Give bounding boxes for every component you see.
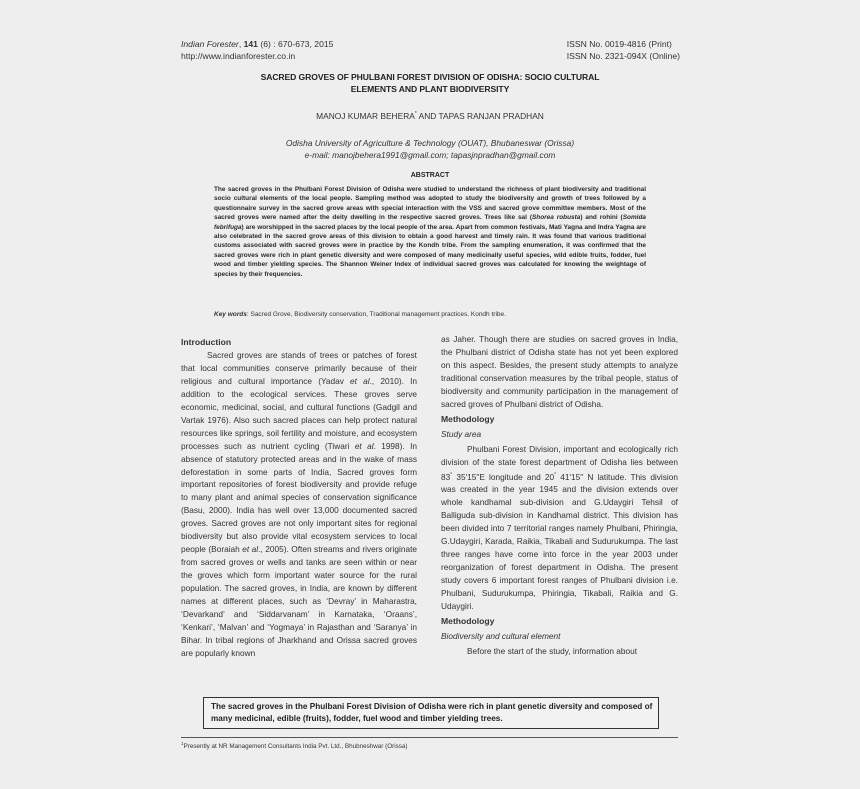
intro-paragraph	[181, 349, 417, 660]
journal-name: Indian Forester	[181, 39, 239, 49]
right-column	[441, 333, 678, 658]
footnote	[181, 741, 408, 750]
degree-sign: °	[554, 471, 557, 478]
study-area-heading: Study area	[441, 428, 482, 439]
journal-volume: 141	[243, 39, 258, 49]
intro-part: . 1998). In absence of statutory protected areas and in the wake of mass deforestation in some parts of India, Sacred groves form important repositories of forest biodiversity and provide refuge to many plant and animal species of conservation significance (Basu, 2000). India has well over 13,000 documented sacred groves. Sacred groves are not only important sites for regional biodiversity but also provide vital ecosystem services to local people (Boraiah	[181, 440, 417, 555]
abstract-part: The sacred groves in the Phulbani Forest Division of Odisha were studied to understand the richness of plant biodiversity and traditional socio cultural elements of the local people. Sampling method was adopted to study the biodiversity and growth of trees followed by a questionnaire survey in the sacred grove areas with special interaction with the VSS and sacred grove committee members. Most of the sacred groves were named after the deity dwelling in the respective sacred groves. Trees like sal (	[214, 186, 646, 222]
abstract-text	[214, 185, 646, 279]
biodiversity-heading: Biodiversity and cultural element	[441, 630, 561, 641]
author-1: MANOJ KUMAR BEHERA	[316, 111, 415, 121]
issn-block	[567, 38, 680, 62]
highlight-text: The sacred groves in the Phulbani Forest Division of Odisha were rich in plant genetic diversity and composed of many medicinal, edible (fruits), fodder, fuel wood and timber yielding trees.	[211, 702, 653, 723]
study-part: 35'15"E longitude and 20	[452, 471, 555, 482]
keywords-list: : Sacred Grove, Biodiversity conservation, Traditional management practices, Kondh tribe.	[246, 311, 506, 318]
title-line-1: SACRED GROVES OF PHULBANI FOREST DIVISION OF ODISHA: SOCIO CULTURAL	[260, 72, 600, 82]
keywords	[214, 311, 646, 318]
intro-part: ., 2005). Often streams and rivers originate from sacred groves or wells and tanks are seen within or near the groves which form important water source for the rural population. The sacred groves, in India, are known by different names at different places, such as ‘Devray’ in Maharastra, ‘Devarkand’ and ‘Siddarvanam’ in Karnataka, ‘Oraans’, ‘Kenkari’, ‘Malvan’ and ‘Yogmaya’ in Rajasthan and ‘Saranya’ in Bihar. In tribal regions of Jharkhand and Orissa sacred groves are popularly known	[181, 544, 417, 658]
abstract-part: ) and rohini (	[580, 214, 623, 222]
study-part: Phulbani Forest Division, important and ecologically rich division of the state forest department of Odisha lies between 83	[441, 443, 678, 482]
intro-continued: as Jaher. Though there are studies on sacred groves in India, the Phulbani district of Odisha state has not yet been explored on this aspect. Besides, the present study attempts to analyze traditional conservation measures by the tribal people, status of biodiversity and community participation in the management of sacred groves of Phulbani district of Odisha.	[441, 334, 678, 409]
journal-header: Indian Forester, 141 (6) : 670-673, 2015 http://www.indianforester.co.in	[181, 39, 334, 61]
abstract-heading: ABSTRACT	[410, 172, 450, 179]
keywords-label: Key words	[214, 311, 247, 318]
study-area-paragraph	[441, 443, 678, 613]
species-name: Somida febrifuga	[214, 214, 646, 231]
affiliation-block	[180, 137, 680, 161]
affiliation: Odisha University of Agriculture & Technology (OUAT), Bhubaneswar (Orissa)	[285, 138, 575, 148]
study-part: 41'15" N latitude. This division was created in the year 1945 and the division extends over whole kandhamal sub-division and G.Udaygiri Tehsil of Balliguda sub-division in Kandhamal district. This division has been divided into 7 territorial ranges namely Phulbani, Phiringia, G.Udaygiri, Karada, Raikia, Tikabali and Sudurukumpa. The last three ranges have come into force in the year 2003 under reorganization of forest department in Odisha. The present study covers 6 important forest ranges of Phulbani division i.e. Phulbani, Sudurukumpa, Phiringia, Tikabali, Raikia and G. Udaygiri.	[441, 471, 678, 611]
journal-url[interactable]: http://www.indianforester.co.in	[181, 51, 296, 61]
journal-issue: (6) : 670-673, 2015	[260, 39, 334, 49]
biodiversity-paragraph: Before the start of the study, information about	[467, 645, 638, 656]
authors	[180, 111, 680, 121]
intro-part: ., 2010). In addition to the ecological services. These groves serve economic, medicinal, social, and cultural functions (Gadgil and Vartak 1976). Also such sacred places can help protect natural resources like springs, soil fertility and moisture, and ecosystem processes such as nutrient cycling (Tiwari	[181, 375, 417, 451]
intro-part: Sacred groves are stands of trees or patches of forest that local communities conserve primarily because of their religious and cultural importance (Yadav	[181, 349, 417, 386]
left-column	[181, 336, 417, 660]
paper-title	[180, 71, 680, 95]
issn-print: ISSN No. 0019-4816 (Print)	[566, 39, 672, 49]
issn-online: ISSN No. 2321-094X (Online)	[566, 51, 680, 61]
abstract-part: ) are worshipped in the sacred places by the local people of the area. Apart from common festivals, Mati Yagna and Indra Yagna are also celebrated in the sacred grove areas of this division to obtain a good harvest and timely rain. It was found that various traditional customs associated with sacred groves were in practice by the Kondh tribe. From the sampling enumeration, it was confirmed that the sacred groves were rich in plant genetic diversity and were composed of many medicinally useful species, wild edible fruits, fodder, fuel wood and timber yielding species. The Shannon Weiner Index of individual sacred groves was calculated for knowing the weightage of species by their frequencies.	[214, 223, 646, 278]
footnote-text: Presently at NR Management Consultants India Pvt. Ltd., Bhubneshwar (Orissa)	[183, 743, 408, 751]
footnote-mark: 1	[181, 741, 184, 746]
author-1-mark: *	[414, 111, 417, 118]
etal: et al	[350, 375, 370, 386]
degree-sign: °	[450, 471, 453, 478]
footnote-divider	[181, 737, 678, 738]
title-line-2: ELEMENTS AND PLANT BIODIVERSITY	[350, 84, 510, 94]
author-2: AND TAPAS RANJAN PRADHAN	[416, 111, 544, 121]
species-name: Shorea robusta	[531, 214, 581, 222]
methodology-heading: Methodology	[441, 413, 495, 424]
highlight-box	[203, 697, 659, 729]
etal: et al	[354, 440, 374, 451]
etal: et al	[242, 544, 259, 555]
intro-heading: Introduction	[181, 337, 232, 347]
email[interactable]: e-mail: manojbehera1991@gmail.com; tapasjnpradhan@gmail.com	[304, 150, 556, 160]
methodology-heading-2: Methodology	[441, 615, 495, 626]
